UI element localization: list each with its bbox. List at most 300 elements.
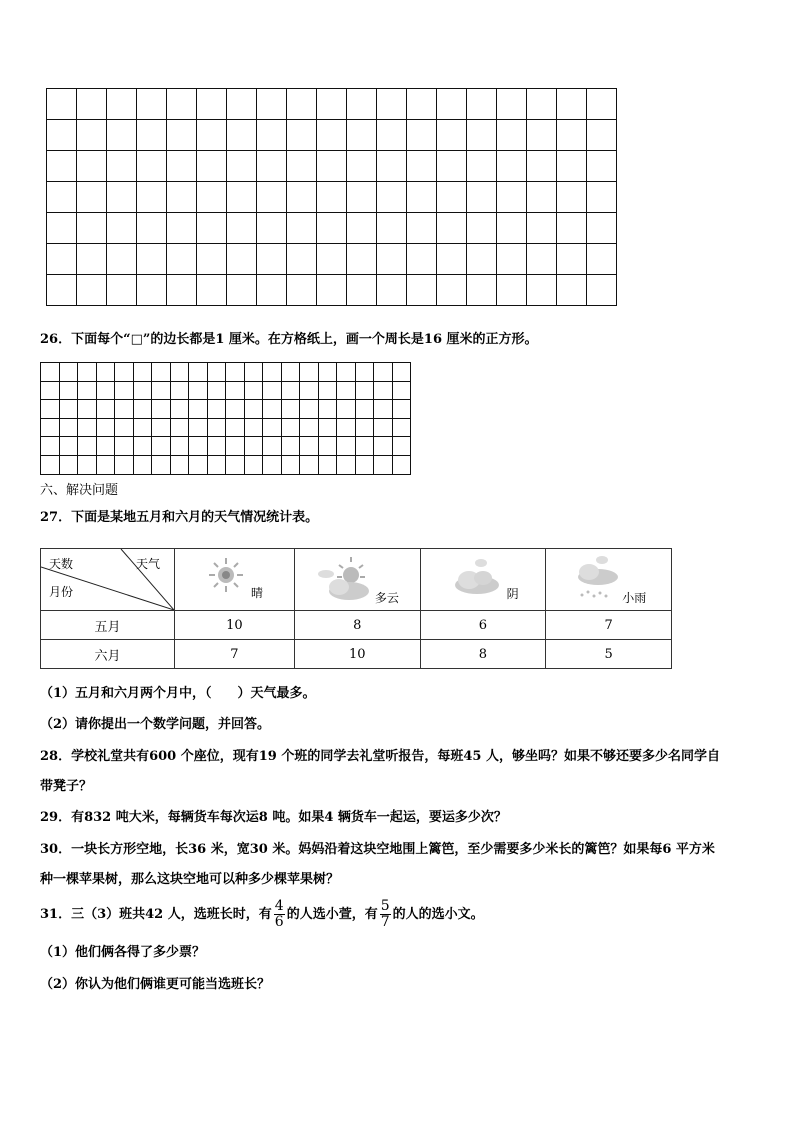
grid-cell[interactable] — [96, 437, 115, 456]
value-cell: 7 — [175, 640, 295, 669]
grid-cell[interactable] — [115, 455, 134, 474]
grid-cell[interactable] — [377, 120, 407, 151]
grid-cell[interactable] — [587, 244, 617, 275]
grid-cell[interactable] — [207, 437, 226, 456]
grid-cell[interactable] — [152, 455, 171, 474]
grid-cell[interactable] — [587, 275, 617, 306]
grid-cell[interactable] — [59, 437, 78, 456]
grid-cell[interactable] — [355, 418, 374, 437]
fraction — [274, 899, 285, 930]
question-27-sub2: （2）请你提出一个数学问题，并回答。 — [40, 717, 271, 732]
grid-cell[interactable] — [347, 213, 377, 244]
question-26: 26．下面每个“□”的边长都是1 厘米。在方格纸上，画一个周长是16 厘米的正方形。 — [40, 332, 538, 347]
grid-cell[interactable] — [77, 213, 107, 244]
grid-cell[interactable] — [207, 400, 226, 419]
grid-cell[interactable] — [47, 182, 77, 213]
grid-cell[interactable] — [137, 182, 167, 213]
grid-cell[interactable] — [337, 437, 356, 456]
grid-cell[interactable] — [47, 213, 77, 244]
grid-cell[interactable] — [137, 275, 167, 306]
grid-cell[interactable] — [226, 363, 245, 382]
grid-cell[interactable] — [318, 418, 337, 437]
grid-cell[interactable] — [77, 89, 107, 120]
grid-cell[interactable] — [189, 400, 208, 419]
question-31-sub2: （2）你认为他们俩谁更可能当选班长？ — [40, 977, 271, 992]
grid-cell[interactable] — [287, 89, 317, 120]
grid-cell[interactable] — [189, 363, 208, 382]
grid-cell[interactable] — [41, 400, 60, 419]
grid-cell[interactable] — [337, 400, 356, 419]
grid-cell[interactable] — [587, 89, 617, 120]
grid-cell[interactable] — [133, 418, 152, 437]
grid-cell[interactable] — [317, 120, 347, 151]
grid-cell[interactable] — [407, 120, 437, 151]
grid-cell[interactable] — [392, 437, 411, 456]
grid-cell[interactable] — [317, 275, 347, 306]
grid-cell[interactable] — [263, 363, 282, 382]
grid-cell[interactable] — [318, 381, 337, 400]
grid-cell[interactable] — [467, 244, 497, 275]
grid-cell[interactable] — [374, 418, 393, 437]
grid-cell[interactable] — [497, 120, 527, 151]
grid-cell[interactable] — [226, 437, 245, 456]
grid-cell[interactable] — [77, 275, 107, 306]
grid-cell[interactable] — [115, 400, 134, 419]
weather-label: 多云 — [374, 591, 399, 605]
grid-cell[interactable] — [437, 213, 467, 244]
grid-cell[interactable] — [317, 182, 347, 213]
grid-cell[interactable] — [392, 381, 411, 400]
grid-cell[interactable] — [257, 182, 287, 213]
grid-cell[interactable] — [47, 89, 77, 120]
grid-row — [47, 213, 617, 244]
rain-cloud-icon — [574, 555, 624, 603]
grid-cell[interactable] — [189, 381, 208, 400]
grid-cell[interactable] — [257, 244, 287, 275]
grid-cell[interactable] — [281, 418, 300, 437]
grid-cell[interactable] — [170, 455, 189, 474]
grid-cell[interactable] — [281, 455, 300, 474]
grid-cell[interactable] — [78, 455, 97, 474]
grid-cell[interactable] — [374, 400, 393, 419]
grid-row — [41, 400, 411, 419]
grid-cell[interactable] — [170, 418, 189, 437]
grid-cell[interactable] — [392, 400, 411, 419]
weather-label: 晴 — [251, 586, 264, 600]
grid-cell[interactable] — [189, 437, 208, 456]
weather-header-overcast — [420, 549, 546, 611]
grid-cell[interactable] — [437, 89, 467, 120]
weather-header-sunny — [175, 549, 295, 611]
grid-cell[interactable] — [527, 213, 557, 244]
fraction-numerator: 4 — [274, 898, 284, 914]
grid-cell[interactable] — [527, 182, 557, 213]
grid-cell[interactable] — [227, 275, 257, 306]
grid-cell[interactable] — [115, 437, 134, 456]
grid-cell[interactable] — [197, 120, 227, 151]
grid-cell[interactable] — [244, 455, 263, 474]
question-29: 29．有832 吨大米，每辆货车每次运8 吨。如果4 辆货车一起运，要运多少次？ — [40, 810, 507, 825]
grid-cell[interactable] — [59, 400, 78, 419]
grid-cell[interactable] — [78, 437, 97, 456]
grid-cell[interactable] — [133, 437, 152, 456]
grid-cell[interactable] — [59, 381, 78, 400]
grid-cell[interactable] — [197, 213, 227, 244]
grid-cell[interactable] — [355, 381, 374, 400]
grid-cell[interactable] — [207, 363, 226, 382]
grid-cell[interactable] — [107, 213, 137, 244]
grid-cell[interactable] — [227, 182, 257, 213]
grid-cell[interactable] — [374, 455, 393, 474]
grid-cell[interactable] — [107, 120, 137, 151]
fraction-denominator: 7 — [380, 914, 390, 930]
grid-cell[interactable] — [167, 89, 197, 120]
grid-cell[interactable] — [257, 213, 287, 244]
corner-label-weather: 天气 — [136, 557, 161, 571]
grid-cell[interactable] — [107, 151, 137, 182]
grid-cell[interactable] — [467, 213, 497, 244]
grid-cell[interactable] — [227, 244, 257, 275]
grid-cell[interactable] — [152, 437, 171, 456]
grid-cell[interactable] — [317, 89, 347, 120]
grid-cell[interactable] — [167, 120, 197, 151]
grid-cell[interactable] — [152, 381, 171, 400]
grid-cell[interactable] — [407, 151, 437, 182]
grid-cell[interactable] — [47, 275, 77, 306]
grid-cell[interactable] — [226, 400, 245, 419]
grid-cell[interactable] — [263, 437, 282, 456]
grid-cell[interactable] — [197, 151, 227, 182]
grid-cell[interactable] — [226, 418, 245, 437]
grid-cell[interactable] — [152, 363, 171, 382]
grid-cell[interactable] — [337, 363, 356, 382]
grid-cell[interactable] — [47, 120, 77, 151]
section-title: 六、解决问题 — [40, 483, 119, 498]
grid-cell[interactable] — [227, 213, 257, 244]
grid-cell[interactable] — [527, 244, 557, 275]
grid-cell[interactable] — [300, 455, 319, 474]
grid-cell[interactable] — [300, 437, 319, 456]
grid-cell[interactable] — [263, 455, 282, 474]
grid-cell[interactable] — [137, 151, 167, 182]
grid-cell[interactable] — [227, 151, 257, 182]
grid-cell[interactable] — [318, 437, 337, 456]
grid-cell[interactable] — [167, 244, 197, 275]
grid-cell[interactable] — [244, 418, 263, 437]
grid-cell[interactable] — [115, 418, 134, 437]
grid-cell[interactable] — [347, 275, 377, 306]
grid-cell[interactable] — [377, 213, 407, 244]
grid-cell[interactable] — [207, 381, 226, 400]
grid-cell[interactable] — [287, 244, 317, 275]
grid-cell[interactable] — [287, 213, 317, 244]
grid-cell[interactable] — [107, 244, 137, 275]
grid-cell[interactable] — [337, 381, 356, 400]
grid-cell[interactable] — [41, 381, 60, 400]
grid-cell[interactable] — [557, 120, 587, 151]
weather-label: 阴 — [506, 587, 519, 601]
grid-cell[interactable] — [96, 381, 115, 400]
grid-cell[interactable] — [133, 381, 152, 400]
grid-cell[interactable] — [355, 455, 374, 474]
grid-cell[interactable] — [263, 400, 282, 419]
grid-cell[interactable] — [226, 455, 245, 474]
grid-cell[interactable] — [287, 151, 317, 182]
weather-label: 小雨 — [622, 591, 647, 605]
grid-cell[interactable] — [317, 151, 347, 182]
grid-cell[interactable] — [587, 213, 617, 244]
grid-cell[interactable] — [96, 363, 115, 382]
grid-cell[interactable] — [467, 151, 497, 182]
question-31-part3: 的人的选小文。 — [392, 907, 484, 922]
grid-cell[interactable] — [77, 120, 107, 151]
grid-cell[interactable] — [407, 213, 437, 244]
grid-cell[interactable] — [47, 151, 77, 182]
grid-cell[interactable] — [287, 120, 317, 151]
grid-cell[interactable] — [317, 244, 347, 275]
question-31-sub1: （1）他们俩各得了多少票？ — [40, 945, 206, 960]
grid-cell[interactable] — [377, 182, 407, 213]
grid-cell[interactable] — [167, 182, 197, 213]
grid-cell[interactable] — [300, 400, 319, 419]
question-30-line1: 30．一块长方形空地，长36 米，宽30 米。妈妈沿着这块空地围上篱笆，至少需要多少米长的篱笆？如果每6 平方米 — [40, 842, 715, 857]
grid-row — [41, 381, 411, 400]
grid-cell[interactable] — [226, 381, 245, 400]
question-27-sub1: （1）五月和六月两个月中，（ ）天气最多。 — [40, 686, 316, 701]
table-row — [41, 611, 672, 640]
grid-cell[interactable] — [77, 244, 107, 275]
grid-cell[interactable] — [300, 381, 319, 400]
grid-cell[interactable] — [467, 275, 497, 306]
grid-cell[interactable] — [347, 151, 377, 182]
grid-cell[interactable] — [170, 363, 189, 382]
grid-cell[interactable] — [96, 455, 115, 474]
fraction-denominator: 6 — [274, 914, 284, 930]
corner-label-days: 天数 — [49, 557, 74, 571]
grid-cell[interactable] — [317, 213, 347, 244]
grid-cell[interactable] — [167, 275, 197, 306]
grid-cell[interactable] — [337, 455, 356, 474]
grid-cell[interactable] — [115, 363, 134, 382]
grid-cell[interactable] — [189, 418, 208, 437]
grid-cell[interactable] — [281, 381, 300, 400]
grid-cell[interactable] — [437, 182, 467, 213]
grid-cell[interactable] — [557, 151, 587, 182]
grid-cell[interactable] — [497, 213, 527, 244]
grid-cell[interactable] — [59, 455, 78, 474]
sun-icon — [208, 557, 244, 593]
grid-cell[interactable] — [41, 418, 60, 437]
grid-cell[interactable] — [377, 89, 407, 120]
grid-cell[interactable] — [318, 400, 337, 419]
grid-cell[interactable] — [137, 120, 167, 151]
grid-cell[interactable] — [170, 400, 189, 419]
grid-cell[interactable] — [152, 400, 171, 419]
grid-cell[interactable] — [437, 275, 467, 306]
grid-cell[interactable] — [557, 182, 587, 213]
grid-cell[interactable] — [257, 275, 287, 306]
grid-cell[interactable] — [77, 182, 107, 213]
grid-cell[interactable] — [107, 182, 137, 213]
grid-cell[interactable] — [407, 182, 437, 213]
grid-cell[interactable] — [467, 89, 497, 120]
grid-cell[interactable] — [197, 275, 227, 306]
grid-cell[interactable] — [467, 182, 497, 213]
grid-cell[interactable] — [437, 151, 467, 182]
grid-cell[interactable] — [318, 455, 337, 474]
grid-cell[interactable] — [392, 418, 411, 437]
grid-cell[interactable] — [263, 381, 282, 400]
question-31-part1: 31．三（3）班共42 人，选班长时，有 — [40, 907, 272, 922]
grid-cell[interactable] — [207, 418, 226, 437]
grid-cell[interactable] — [377, 151, 407, 182]
grid-cell[interactable] — [78, 400, 97, 419]
grid-cell[interactable] — [437, 244, 467, 275]
grid-row — [41, 363, 411, 382]
grid-cell[interactable] — [287, 182, 317, 213]
grid-cell[interactable] — [133, 400, 152, 419]
grid-cell[interactable] — [437, 120, 467, 151]
grid-cell[interactable] — [407, 89, 437, 120]
grid-cell[interactable] — [392, 455, 411, 474]
grid-cell[interactable] — [318, 363, 337, 382]
grid-cell[interactable] — [347, 89, 377, 120]
month-cell: 六月 — [41, 640, 175, 669]
grid-cell[interactable] — [257, 89, 287, 120]
grid-cell[interactable] — [527, 120, 557, 151]
grid-cell[interactable] — [77, 151, 107, 182]
question-30-line2: 种一棵苹果树，那么这块空地可以种多少棵苹果树？ — [40, 872, 340, 887]
grid-cell[interactable] — [497, 182, 527, 213]
corner-header-cell — [41, 549, 175, 611]
grid-cell[interactable] — [133, 455, 152, 474]
value-cell: 8 — [420, 640, 546, 669]
fraction-numerator: 5 — [380, 898, 390, 914]
grid-cell[interactable] — [115, 381, 134, 400]
grid-cell[interactable] — [78, 381, 97, 400]
grid-cell[interactable] — [300, 363, 319, 382]
grid-cell[interactable] — [355, 363, 374, 382]
grid-cell[interactable] — [137, 213, 167, 244]
grid-cell[interactable] — [47, 244, 77, 275]
grid-cell[interactable] — [96, 418, 115, 437]
grid-cell[interactable] — [197, 182, 227, 213]
grid-cell[interactable] — [281, 437, 300, 456]
grid-cell[interactable] — [497, 244, 527, 275]
grid-cell[interactable] — [170, 437, 189, 456]
grid-cell[interactable] — [467, 120, 497, 151]
grid-cell[interactable] — [152, 418, 171, 437]
grid-cell[interactable] — [257, 120, 287, 151]
grid-cell[interactable] — [78, 363, 97, 382]
grid-cell[interactable] — [244, 437, 263, 456]
grid-cell[interactable] — [407, 244, 437, 275]
grid-cell[interactable] — [557, 244, 587, 275]
grid-cell[interactable] — [587, 182, 617, 213]
grid-cell[interactable] — [41, 437, 60, 456]
grid-row — [41, 437, 411, 456]
grid-cell[interactable] — [107, 89, 137, 120]
grid-cell[interactable] — [557, 213, 587, 244]
corner-label-month: 月份 — [49, 585, 74, 599]
grid-cell[interactable] — [96, 400, 115, 419]
grid-cell[interactable] — [347, 244, 377, 275]
grid-cell[interactable] — [557, 275, 587, 306]
value-cell: 5 — [546, 640, 672, 669]
grid-cell[interactable] — [197, 89, 227, 120]
grid-cell[interactable] — [527, 89, 557, 120]
grid-cell[interactable] — [244, 363, 263, 382]
grid-cell[interactable] — [300, 418, 319, 437]
weather-header-cloudy — [294, 549, 420, 611]
grid-cell[interactable] — [197, 244, 227, 275]
grid-cell[interactable] — [137, 89, 167, 120]
grid-cell[interactable] — [227, 120, 257, 151]
grid-cell[interactable] — [497, 275, 527, 306]
value-cell: 8 — [294, 611, 420, 640]
grid-cell[interactable] — [392, 363, 411, 382]
grid-cell[interactable] — [189, 455, 208, 474]
grid-cell[interactable] — [41, 455, 60, 474]
grid-cell[interactable] — [527, 275, 557, 306]
grid-cell[interactable] — [497, 89, 527, 120]
grid-cell[interactable] — [374, 381, 393, 400]
grid-paper-q26[interactable] — [40, 362, 411, 475]
question-31 — [40, 899, 484, 931]
question-28-line2: 带凳子？ — [40, 779, 93, 794]
grid-cell[interactable] — [527, 151, 557, 182]
grid-cell[interactable] — [227, 89, 257, 120]
grid-cell[interactable] — [287, 275, 317, 306]
grid-cell[interactable] — [374, 437, 393, 456]
grid-cell[interactable] — [78, 418, 97, 437]
grid-row — [47, 244, 617, 275]
grid-cell[interactable] — [244, 381, 263, 400]
grid-cell[interactable] — [263, 418, 282, 437]
grid-cell[interactable] — [377, 275, 407, 306]
grid-cell[interactable] — [557, 89, 587, 120]
grid-cell[interactable] — [207, 455, 226, 474]
grid-cell[interactable] — [133, 363, 152, 382]
grid-cell[interactable] — [347, 182, 377, 213]
question-31-part2: 的人选小萱，有 — [286, 907, 378, 922]
grid-cell[interactable] — [347, 120, 377, 151]
grid-cell[interactable] — [59, 418, 78, 437]
grid-cell[interactable] — [167, 213, 197, 244]
grid-cell[interactable] — [41, 363, 60, 382]
grid-cell[interactable] — [137, 244, 167, 275]
grid-cell[interactable] — [244, 400, 263, 419]
grid-cell[interactable] — [587, 120, 617, 151]
grid-cell[interactable] — [167, 151, 197, 182]
grid-cell[interactable] — [355, 437, 374, 456]
grid-cell[interactable] — [377, 244, 407, 275]
grid-cell[interactable] — [59, 363, 78, 382]
grid-cell[interactable] — [587, 151, 617, 182]
grid-cell[interactable] — [107, 275, 137, 306]
grid-cell[interactable] — [257, 151, 287, 182]
grid-cell[interactable] — [281, 400, 300, 419]
value-cell: 10 — [294, 640, 420, 669]
grid-cell[interactable] — [497, 151, 527, 182]
grid-cell[interactable] — [170, 381, 189, 400]
sun-cloud-icon — [317, 555, 373, 603]
grid-cell[interactable] — [374, 363, 393, 382]
grid-cell[interactable] — [281, 363, 300, 382]
grid-cell[interactable] — [407, 275, 437, 306]
grid-cell[interactable] — [337, 418, 356, 437]
grid-cell[interactable] — [355, 400, 374, 419]
